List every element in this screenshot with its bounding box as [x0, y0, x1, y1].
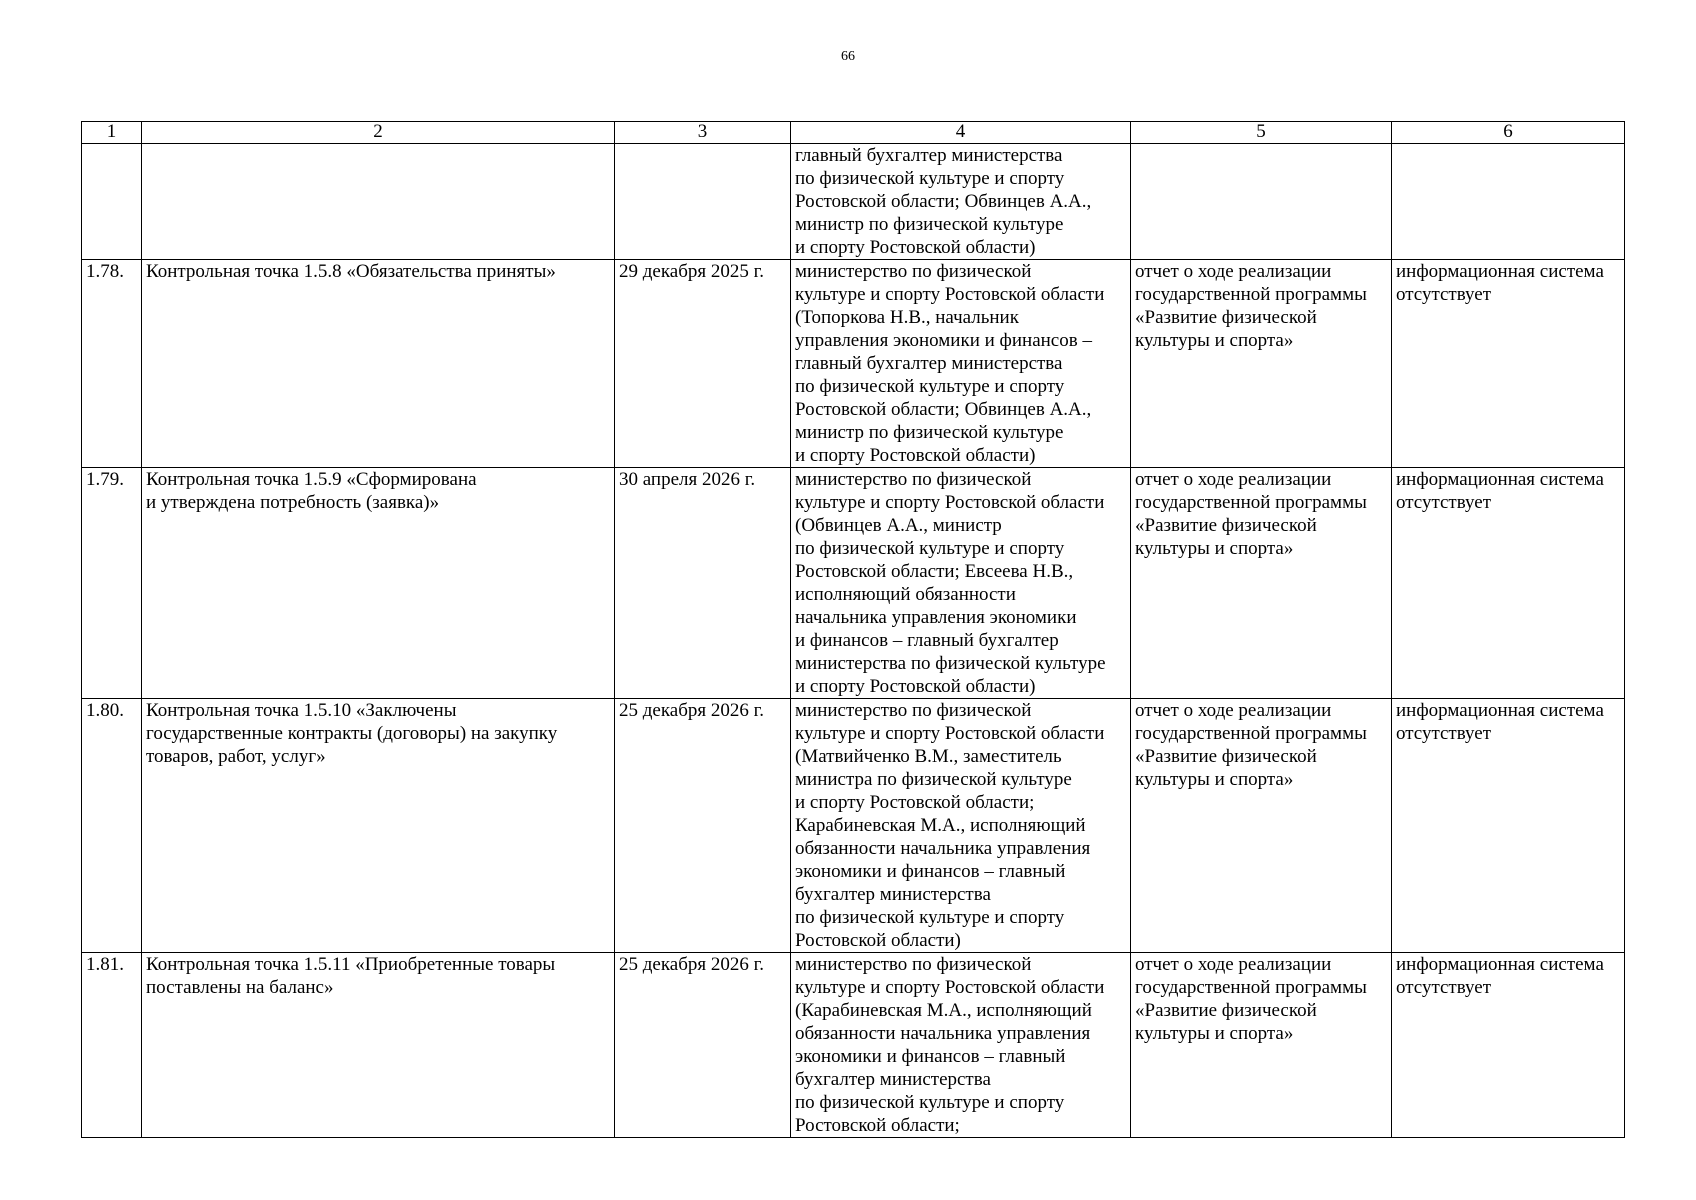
header-row	[82, 122, 1625, 144]
control-point-cell: Контрольная точка 1.5.11 «Приобретенные товары поставлены на баланс»	[142, 953, 615, 1138]
control-point-cell: Контрольная точка 1.5.10 «Заключены государственные контракты (договоры) на закупку товаров, работ, услуг»	[142, 699, 615, 953]
column-header-3: 3	[615, 122, 791, 144]
document-cell: отчет о ходе реализации государственной программы «Развитие физической культуры и спорта»	[1131, 699, 1392, 953]
responsible-cell: министерство по физической культуре и спорту Ростовской области (Обвинцев А.А., министр по физической культуре и спорту Ростовской области; Евсеева Н.В., исполняющий обязанности начальника управления экономики и финансов – главный бухгалтер министерства по физической культуре и спорту Ростовской области)	[791, 468, 1131, 699]
responsible-cell: главный бухгалтер министерства по физической культуре и спорту Ростовской области; Обвинцев А.А., министр по физической культуре и спорту Ростовской области)	[791, 144, 1131, 260]
deadline-cell	[615, 144, 791, 260]
document-cell: отчет о ходе реализации государственной программы «Развитие физической культуры и спорта»	[1131, 953, 1392, 1138]
table-row-continuation	[82, 144, 1625, 260]
row-number-cell: 1.81.	[82, 953, 142, 1138]
control-point-cell: Контрольная точка 1.5.9 «Сформирована и утверждена потребность (заявка)»	[142, 468, 615, 699]
deadline-cell: 25 декабря 2026 г.	[615, 953, 791, 1138]
document-cell: отчет о ходе реализации государственной программы «Развитие физической культуры и спорта»	[1131, 468, 1392, 699]
control-points-table	[81, 121, 1625, 1138]
column-header-6: 6	[1392, 122, 1625, 144]
deadline-cell: 30 апреля 2026 г.	[615, 468, 791, 699]
information-system-cell: информационная система отсутствует	[1392, 699, 1625, 953]
document-cell: отчет о ходе реализации государственной программы «Развитие физической культуры и спорта»	[1131, 260, 1392, 468]
information-system-cell: информационная система отсутствует	[1392, 468, 1625, 699]
table-row	[82, 953, 1625, 1138]
information-system-cell: информационная система отсутствует	[1392, 260, 1625, 468]
control-point-cell	[142, 144, 615, 260]
responsible-cell: министерство по физической культуре и спорту Ростовской области (Карабиневская М.А., исполняющий обязанности начальника управления экономики и финансов – главный бухгалтер министерства по физической культуре и спорту Ростовской области;	[791, 953, 1131, 1138]
table-row	[82, 699, 1625, 953]
page-number: 66	[841, 49, 855, 64]
document-cell	[1131, 144, 1392, 260]
row-number-cell: 1.79.	[82, 468, 142, 699]
responsible-cell: министерство по физической культуре и спорту Ростовской области (Матвийченко В.М., заместитель министра по физической культуре и спорту Ростовской области; Карабиневская М.А., исполняющий обязанности начальника управления экономики и финансов – главный бухгалтер министерства по физической культуре и спорту Ростовской области)	[791, 699, 1131, 953]
column-header-1: 1	[82, 122, 142, 144]
deadline-cell: 25 декабря 2026 г.	[615, 699, 791, 953]
table-row	[82, 468, 1625, 699]
row-number-cell: 1.78.	[82, 260, 142, 468]
information-system-cell	[1392, 144, 1625, 260]
table-row	[82, 260, 1625, 468]
responsible-cell: министерство по физической культуре и спорту Ростовской области (Топоркова Н.В., начальник управления экономики и финансов – главный бухгалтер министерства по физической культуре и спорту Ростовской области; Обвинцев А.А., министр по физической культуре и спорту Ростовской области)	[791, 260, 1131, 468]
column-header-4: 4	[791, 122, 1131, 144]
deadline-cell: 29 декабря 2025 г.	[615, 260, 791, 468]
row-number-cell	[82, 144, 142, 260]
row-number-cell: 1.80.	[82, 699, 142, 953]
information-system-cell: информационная система отсутствует	[1392, 953, 1625, 1138]
column-header-5: 5	[1131, 122, 1392, 144]
control-point-cell: Контрольная точка 1.5.8 «Обязательства приняты»	[142, 260, 615, 468]
column-header-2: 2	[142, 122, 615, 144]
